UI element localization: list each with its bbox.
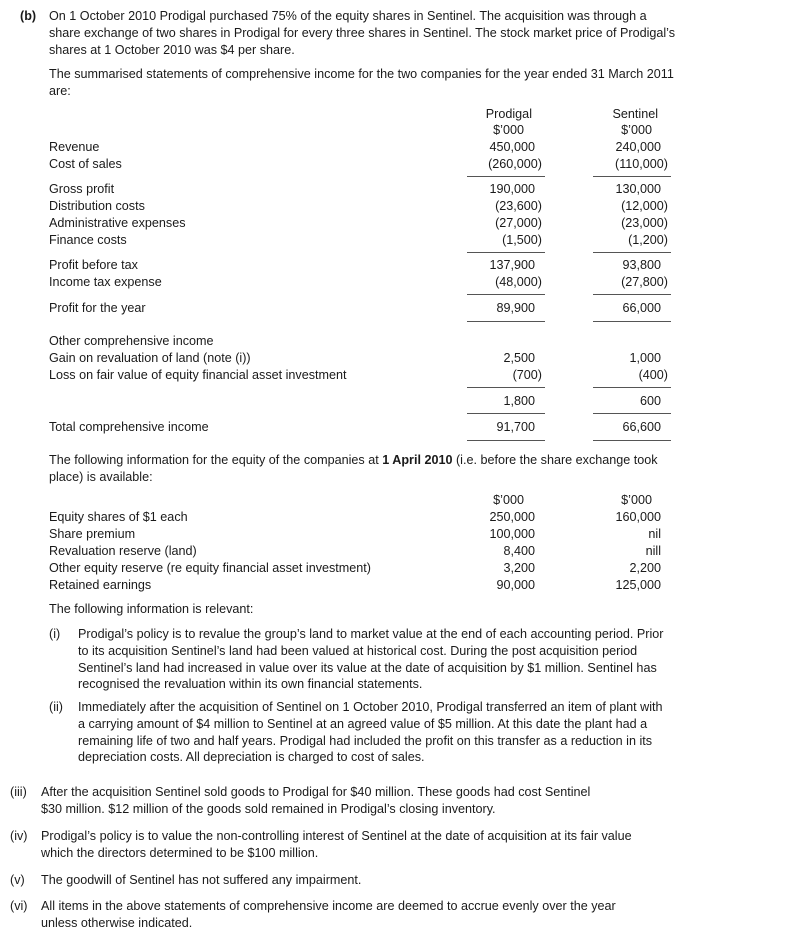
row-value-prodigal: (260,000)	[488, 157, 542, 171]
total-rule	[467, 321, 545, 322]
row-label: Finance costs	[49, 233, 127, 247]
equity-value-prodigal: 8,400	[503, 544, 535, 558]
col-unit-prodigal: $’000	[493, 123, 524, 137]
row-value-sentinel: (400)	[638, 368, 668, 382]
equity-value-sentinel: 160,000	[615, 510, 661, 524]
row-value-sentinel: 66,600	[622, 420, 661, 434]
equity-value-prodigal: 3,200	[503, 561, 535, 575]
equity-value-sentinel: 125,000	[615, 578, 661, 592]
equity-unit-sentinel: $’000	[621, 493, 652, 507]
row-value-sentinel: (110,000)	[615, 157, 668, 171]
note-marker: (i)	[49, 627, 61, 641]
note-marker: (iii)	[10, 785, 27, 799]
note-line: which the directors determined to be $100 million.	[41, 845, 319, 860]
equity-row-label: Retained earnings	[49, 578, 152, 592]
equity-intro-text: (i.e. before the share exchange took	[452, 453, 658, 467]
equity-intro	[49, 452, 767, 486]
note-line: a carrying amount of $4 million to Sentinel at an agreed value of $5 million. At this date the plant had a	[78, 716, 648, 731]
note-line: depreciation costs. All depreciation is charged to cost of sales.	[78, 750, 425, 765]
col-header-prodigal: Prodigal	[485, 107, 532, 121]
note-line: All items in the above statements of comprehensive income are deemed to accrue evenly over the year	[41, 899, 616, 913]
row-value-prodigal: 190,000	[489, 182, 535, 196]
summary-line-2: are:	[49, 83, 71, 98]
row-value-prodigal: 450,000	[489, 140, 535, 154]
row-value-prodigal: 2,500	[503, 351, 535, 365]
note-line: $30 million. $12 million of the goods sold remained in Prodigal’s closing inventory.	[41, 801, 496, 816]
note-item	[78, 626, 743, 693]
note-line: Prodigal’s policy is to value the non-controlling interest of Sentinel at the date of acquisition at its fair value	[41, 829, 632, 843]
note-line: Sentinel’s land had increased in value over its value at the date of acquisition by $1 million. Sentinel has	[78, 660, 657, 675]
summary-intro	[49, 66, 767, 100]
col-header-sentinel: Sentinel	[612, 107, 658, 121]
subtotal-rule	[467, 294, 545, 295]
equity-intro-date: 1 April 2010	[382, 453, 453, 467]
notes-intro: The following information is relevant:	[49, 602, 254, 616]
row-label: Revenue	[49, 140, 100, 154]
note-line: The goodwill of Sentinel has not suffered any impairment.	[41, 873, 362, 887]
summary-line-1: The summarised statements of comprehensive income for the two companies for the year ended 31 March 2011	[49, 67, 674, 81]
equity-row-label: Revaluation reserve (land)	[49, 544, 197, 558]
equity-unit-prodigal: $’000	[493, 493, 524, 507]
subtotal-rule	[467, 176, 545, 177]
row-label: Profit for the year	[49, 301, 146, 315]
note-line: After the acquisition Sentinel sold goods to Prodigal for $40 million. These goods had cost Sentinel	[41, 785, 591, 799]
intro-line-3: shares at 1 October 2010 was $4 per share.	[49, 42, 295, 57]
row-value-sentinel: (1,200)	[628, 233, 668, 247]
note-marker: (v)	[10, 873, 25, 887]
row-value-prodigal: (1,500)	[502, 233, 542, 247]
row-label: Profit before tax	[49, 258, 138, 272]
total-rule	[593, 440, 671, 441]
note-line: unless otherwise indicated.	[41, 915, 193, 930]
row-label: Income tax expense	[49, 275, 162, 289]
row-value-prodigal: (27,000)	[495, 216, 542, 230]
equity-value-prodigal: 90,000	[496, 578, 535, 592]
equity-value-sentinel: nil	[648, 527, 661, 541]
row-value-prodigal: (700)	[512, 368, 542, 382]
note-item	[41, 828, 753, 862]
note-item	[41, 872, 753, 889]
row-value-sentinel: 1,000	[629, 351, 661, 365]
note-line: remaining life of two and half years. Prodigal had included the profit on this transfer as a reduction in its	[78, 733, 653, 748]
row-value-prodigal: 137,900	[489, 258, 535, 272]
note-line: Immediately after the acquisition of Sentinel on 1 October 2010, Prodigal transferred an item of plant with	[78, 700, 663, 714]
equity-row-label: Share premium	[49, 527, 136, 541]
row-label: Other comprehensive income	[49, 334, 214, 348]
row-label: Loss on fair value of equity financial asset investment	[49, 368, 347, 382]
note-marker: (ii)	[49, 700, 63, 714]
row-label: Distribution costs	[49, 199, 145, 213]
note-line: to its acquisition Sentinel’s land had been valued at historical cost. During the post acquisition period	[78, 643, 638, 658]
total-rule	[467, 413, 545, 414]
row-value-sentinel: 240,000	[615, 140, 661, 154]
intro-line-1: On 1 October 2010 Prodigal purchased 75% of the equity shares in Sentinel. The acquisition was through a	[49, 9, 647, 23]
col-unit-sentinel: $’000	[621, 123, 652, 137]
subtotal-rule	[593, 387, 671, 388]
note-item	[78, 699, 743, 766]
row-value-prodigal: 1,800	[503, 394, 535, 408]
equity-value-sentinel: 2,200	[629, 561, 661, 575]
total-rule	[593, 321, 671, 322]
row-label: Gross profit	[49, 182, 115, 196]
subtotal-rule	[593, 176, 671, 177]
intro-paragraph	[49, 8, 767, 58]
row-label: Gain on revaluation of land (note (i))	[49, 351, 251, 365]
note-line: recognised the revaluation within its own financial statements.	[78, 677, 423, 692]
row-label: Total comprehensive income	[49, 420, 209, 434]
row-value-prodigal: 89,900	[496, 301, 535, 315]
row-value-sentinel: 600	[639, 394, 661, 408]
subtotal-rule	[467, 252, 545, 253]
note-line: Prodigal’s policy is to revalue the group’s land to market value at the end of each accounting period. Prior	[78, 627, 664, 641]
equity-intro-line-2: place) is available:	[49, 469, 153, 484]
total-rule	[593, 413, 671, 414]
row-value-sentinel: (12,000)	[621, 199, 668, 213]
equity-intro-text: The following information for the equity of the companies at	[49, 453, 383, 467]
equity-row-label: Equity shares of $1 each	[49, 510, 188, 524]
row-value-prodigal: (48,000)	[495, 275, 542, 289]
row-value-prodigal: (23,600)	[495, 199, 542, 213]
row-label: Cost of sales	[49, 157, 122, 171]
subtotal-rule	[467, 387, 545, 388]
note-item	[41, 898, 753, 932]
row-value-sentinel: 130,000	[615, 182, 661, 196]
note-marker: (vi)	[10, 899, 28, 913]
equity-value-prodigal: 250,000	[489, 510, 535, 524]
equity-intro-line-1	[49, 452, 767, 469]
part-marker: (b)	[20, 9, 37, 23]
row-label: Administrative expenses	[49, 216, 186, 230]
note-marker: (iv)	[10, 829, 28, 843]
row-value-prodigal: 91,700	[496, 420, 535, 434]
equity-row-label: Other equity reserve (re equity financial asset investment)	[49, 561, 371, 575]
row-value-sentinel: 93,800	[622, 258, 661, 272]
row-value-sentinel: (27,800)	[621, 275, 668, 289]
intro-line-2: share exchange of two shares in Prodigal for every three shares in Sentinel. The stock market price of Prodigal’s	[49, 25, 676, 40]
total-rule	[467, 440, 545, 441]
row-value-sentinel: (23,000)	[621, 216, 668, 230]
note-item	[41, 784, 753, 818]
equity-value-sentinel: nill	[645, 544, 661, 558]
equity-value-prodigal: 100,000	[489, 527, 535, 541]
row-value-sentinel: 66,000	[622, 301, 661, 315]
subtotal-rule	[593, 252, 671, 253]
subtotal-rule	[593, 294, 671, 295]
